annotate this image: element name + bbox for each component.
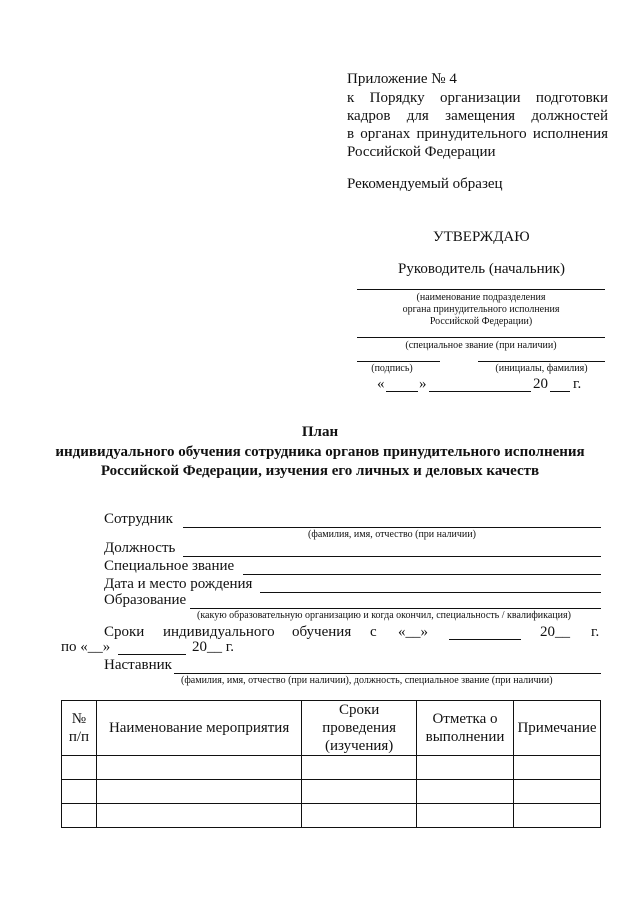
- table-row: [62, 780, 601, 804]
- terms-to-month-line: [118, 654, 186, 655]
- appendix-line-4: Российской Федерации: [347, 144, 496, 160]
- terms-to-row: [61, 638, 361, 657]
- position-label: Должность: [104, 540, 176, 556]
- terms-to-year: 20__ г.: [192, 639, 234, 655]
- date-year-suffix: г.: [573, 376, 582, 392]
- position-line: [183, 556, 601, 557]
- table-cell: [62, 756, 97, 780]
- terms-year-end: г.: [591, 624, 600, 640]
- head-title: Руководитель (начальник): [398, 261, 565, 277]
- plan-title: План: [301, 424, 339, 440]
- terms-word-2: индивидуального: [163, 624, 275, 640]
- unit-caption: [357, 292, 605, 328]
- education-caption: (какую образовательную организацию и когда окончил, специальность / квалификация): [197, 610, 571, 621]
- rank-field-line: [243, 574, 601, 575]
- header-completion: Отметка о выполнении: [417, 701, 514, 756]
- table-cell: [62, 804, 97, 828]
- date-month-line: [429, 391, 531, 392]
- mentor-label: Наставник: [104, 657, 172, 673]
- date-year-line: [550, 391, 570, 392]
- unit-caption-line-3: Российской Федерации): [429, 316, 533, 327]
- initials-line: [478, 361, 605, 362]
- table-cell: [417, 804, 514, 828]
- plan-subtitle-1: индивидуального обучения сотрудника органов принудительного исполнения: [55, 444, 585, 460]
- birth-label: Дата и место рождения: [104, 576, 253, 592]
- birth-line: [260, 592, 601, 593]
- terms-word-4: с: [370, 624, 377, 640]
- unit-line: [357, 289, 605, 290]
- rank-line: [357, 337, 605, 338]
- employee-caption: (фамилия, имя, отчество (при наличии): [308, 529, 476, 540]
- table-row: [62, 756, 601, 780]
- employee-line: [183, 527, 601, 528]
- appendix-line-1: к Порядку организации подготовки: [347, 90, 608, 106]
- terms-word-1: Сроки: [104, 624, 145, 640]
- date-year-prefix: 20: [533, 376, 548, 392]
- appendix-line-2: кадров для замещения должностей: [347, 108, 608, 124]
- mentor-line: [174, 673, 601, 674]
- table-cell: [513, 804, 600, 828]
- appendix-title: Приложение № 4: [347, 71, 457, 87]
- table-cell: [417, 780, 514, 804]
- table-header-row: [62, 701, 601, 756]
- table-cell: [62, 780, 97, 804]
- plan-subtitle-2: Российской Федерации, изучения его личных и деловых качеств: [100, 463, 540, 479]
- terms-word-3: обучения: [292, 624, 352, 640]
- table-cell: [96, 756, 301, 780]
- table-cell: [96, 804, 301, 828]
- rank-label: Специальное звание: [104, 558, 235, 574]
- table-cell: [302, 804, 417, 828]
- plan-table: [61, 700, 601, 828]
- table-cell: [417, 756, 514, 780]
- terms-year: 20__: [540, 624, 570, 640]
- header-activity: Наименование мероприятия: [96, 701, 301, 756]
- rank-caption: (специальное звание (при наличии): [405, 340, 557, 351]
- approval-date: [377, 375, 587, 394]
- education-label: Образование: [104, 592, 187, 608]
- terms-from-month-line: [449, 639, 521, 640]
- unit-caption-line-2: органа принудительного исполнения: [402, 304, 560, 315]
- sample-note: Рекомендуемый образец: [347, 176, 503, 192]
- header-note: Примечание: [513, 701, 600, 756]
- signature-line: [357, 361, 440, 362]
- appendix-line-3: в органах принудительного исполнения: [347, 126, 608, 142]
- header-number: № п/п: [62, 701, 97, 756]
- date-open-quote: «: [377, 376, 385, 392]
- signature-caption: (подпись): [371, 363, 413, 374]
- table-cell: [302, 780, 417, 804]
- education-line: [190, 608, 601, 609]
- table-row: [62, 804, 601, 828]
- employee-label: Сотрудник: [104, 511, 173, 527]
- table-cell: [96, 780, 301, 804]
- table-cell: [513, 756, 600, 780]
- table-cell: [513, 780, 600, 804]
- header-terms: Сроки проведения (изучения): [302, 701, 417, 756]
- mentor-caption: (фамилия, имя, отчество (при наличии), должность, специальное звание (при наличии): [181, 675, 553, 686]
- table-cell: [302, 756, 417, 780]
- terms-to-prefix: по «__»: [61, 639, 111, 655]
- unit-caption-line-1: (наименование подразделения: [416, 292, 546, 303]
- date-close-quote: »: [419, 376, 427, 392]
- terms-from-date: «__»: [398, 624, 428, 640]
- date-day-line: [386, 391, 418, 392]
- initials-caption: (инициалы, фамилия): [495, 363, 588, 374]
- approve-heading: УТВЕРЖДАЮ: [433, 229, 530, 245]
